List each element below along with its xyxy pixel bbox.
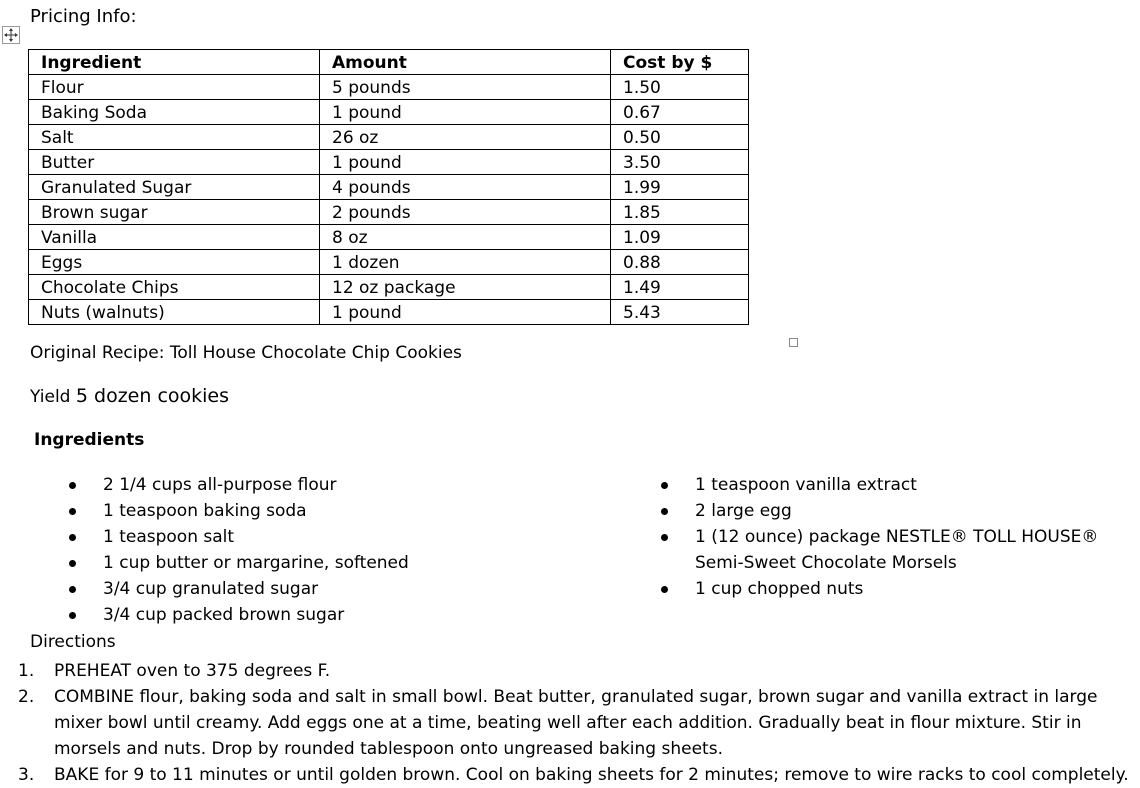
- list-item: [695, 576, 1125, 602]
- bullet-icon: [69, 612, 76, 619]
- cell-amount: 8 oz: [320, 225, 611, 250]
- table-header-row: [29, 50, 749, 75]
- direction-step: [0, 762, 1140, 788]
- bullet-icon: [661, 586, 668, 593]
- ingredient-text: 1 teaspoon vanilla extract: [695, 475, 917, 495]
- original-recipe-line: Original Recipe: Toll House Chocolate Chip Cookies: [30, 343, 462, 363]
- cell-ingredient: Flour: [29, 75, 320, 100]
- cell-amount: 1 pound: [320, 150, 611, 175]
- list-item: [103, 498, 409, 524]
- cell-ingredient: Salt: [29, 125, 320, 150]
- pricing-title: Pricing Info:: [30, 6, 137, 27]
- ingredient-text: 1 cup butter or margarine, softened: [103, 553, 409, 573]
- ingredient-text: 1 teaspoon baking soda: [103, 501, 307, 521]
- bullet-icon: [69, 482, 76, 489]
- list-item: [103, 472, 409, 498]
- ingredients-heading: Ingredients: [34, 430, 145, 450]
- ingredient-text: 1 teaspoon salt: [103, 527, 235, 547]
- table-row: [29, 100, 749, 125]
- ingredient-text: 1 (12 ounce) package NESTLE® TOLL HOUSE® Semi-Sweet Chocolate Morsels: [695, 527, 1099, 573]
- cell-ingredient: Vanilla: [29, 225, 320, 250]
- table-row: [29, 150, 749, 175]
- cell-amount: 12 oz package: [320, 275, 611, 300]
- header-amount: Amount: [320, 50, 611, 75]
- table-row: [29, 250, 749, 275]
- table-row: [29, 175, 749, 200]
- cell-cost: 0.67: [611, 100, 749, 125]
- table-row: [29, 200, 749, 225]
- table-row: [29, 75, 749, 100]
- bullet-icon: [661, 508, 668, 515]
- cell-cost: 3.50: [611, 150, 749, 175]
- step-number: 1.: [18, 661, 35, 681]
- cell-amount: 26 oz: [320, 125, 611, 150]
- cell-cost: 1.85: [611, 200, 749, 225]
- list-item: [103, 524, 409, 550]
- ingredients-list-left: [103, 472, 409, 628]
- yield-line: [30, 385, 229, 407]
- ingredients-list-right: [695, 472, 1125, 602]
- table-move-handle-icon[interactable]: [2, 26, 20, 44]
- cell-cost: 0.88: [611, 250, 749, 275]
- table-row: [29, 275, 749, 300]
- table-resize-handle[interactable]: [789, 338, 798, 347]
- ingredient-text: 2 1/4 cups all-purpose flour: [103, 475, 337, 495]
- table-row: [29, 300, 749, 325]
- cell-cost: 1.09: [611, 225, 749, 250]
- direction-step: [0, 684, 1140, 762]
- cell-amount: 1 pound: [320, 300, 611, 325]
- step-text: PREHEAT oven to 375 degrees F.: [54, 661, 331, 681]
- ingredient-text: 2 large egg: [695, 501, 792, 521]
- direction-step: [0, 658, 1140, 684]
- ingredient-text: 3/4 cup packed brown sugar: [103, 605, 345, 625]
- step-text: COMBINE flour, baking soda and salt in small bowl. Beat butter, granulated sugar, brown sugar and vanilla extract in large mixer bowl until creamy. Add eggs one at a time, beating well after each addition. Gradually beat in flour mixture. Stir in morsels and nuts. Drop by rounded tablespoon onto ungreased baking sheets.: [54, 687, 1098, 759]
- list-item: [103, 550, 409, 576]
- step-number: 2.: [18, 687, 35, 707]
- header-ingredient: Ingredient: [29, 50, 320, 75]
- bullet-icon: [69, 508, 76, 515]
- list-item: [103, 576, 409, 602]
- cell-ingredient: Brown sugar: [29, 200, 320, 225]
- ingredient-text: 1 cup chopped nuts: [695, 579, 864, 599]
- list-item: [695, 524, 1125, 576]
- ingredient-text: 3/4 cup granulated sugar: [103, 579, 319, 599]
- cell-cost: 5.43: [611, 300, 749, 325]
- cell-amount: 1 dozen: [320, 250, 611, 275]
- bullet-icon: [661, 534, 668, 541]
- bullet-icon: [661, 482, 668, 489]
- step-text: BAKE for 9 to 11 minutes or until golden brown. Cool on baking sheets for 2 minutes; remove to wire racks to cool completely.: [54, 765, 1129, 785]
- list-item: [103, 602, 409, 628]
- yield-value: 5 dozen cookies: [75, 385, 230, 407]
- cell-ingredient: Butter: [29, 150, 320, 175]
- cell-ingredient: Eggs: [29, 250, 320, 275]
- pricing-table: [28, 49, 749, 325]
- cell-ingredient: Chocolate Chips: [29, 275, 320, 300]
- list-item: [695, 472, 1125, 498]
- directions-list: [0, 658, 1140, 788]
- cell-amount: 1 pound: [320, 100, 611, 125]
- yield-label: Yield: [30, 387, 76, 407]
- header-cost: Cost by $: [611, 50, 749, 75]
- step-number: 3.: [18, 765, 35, 785]
- cell-cost: 1.50: [611, 75, 749, 100]
- bullet-icon: [69, 586, 76, 593]
- table-row: [29, 125, 749, 150]
- cell-ingredient: Granulated Sugar: [29, 175, 320, 200]
- cell-cost: 1.49: [611, 275, 749, 300]
- cell-amount: 5 pounds: [320, 75, 611, 100]
- cell-cost: 1.99: [611, 175, 749, 200]
- cell-ingredient: Baking Soda: [29, 100, 320, 125]
- bullet-icon: [69, 534, 76, 541]
- directions-heading: Directions: [30, 632, 116, 652]
- cell-cost: 0.50: [611, 125, 749, 150]
- cell-ingredient: Nuts (walnuts): [29, 300, 320, 325]
- bullet-icon: [69, 560, 76, 567]
- cell-amount: 4 pounds: [320, 175, 611, 200]
- cell-amount: 2 pounds: [320, 200, 611, 225]
- table-row: [29, 225, 749, 250]
- list-item: [695, 498, 1125, 524]
